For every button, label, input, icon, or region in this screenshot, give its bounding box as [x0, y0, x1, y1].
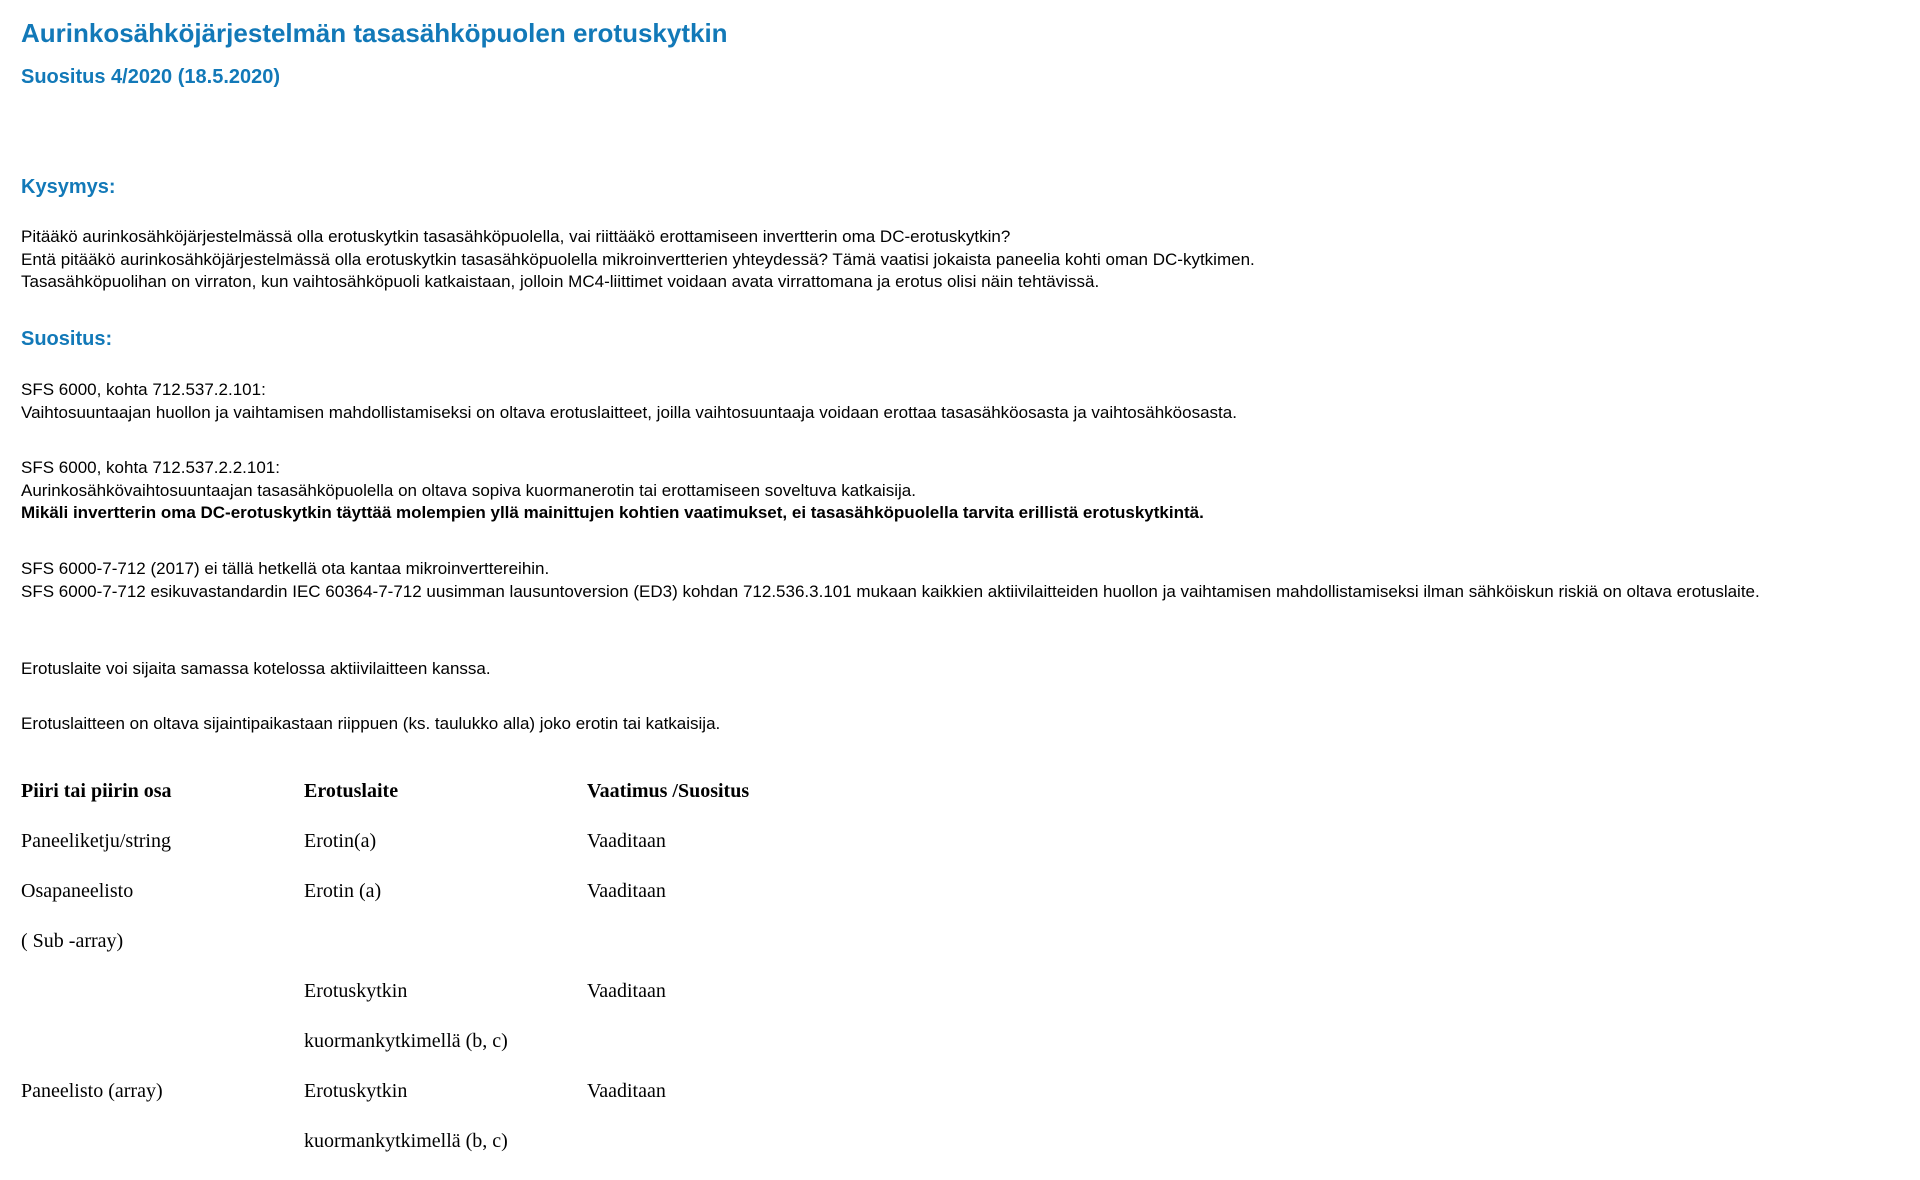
- recommendation-paragraph-2: [21, 457, 1916, 525]
- question-heading: Kysymys:: [21, 176, 116, 198]
- paragraph-line: Erotuslaitteen on oltava sijaintipaikastaan riippuen (ks. taulukko alla) joko erotin tai katkaisija.: [21, 714, 721, 733]
- table-cell: Paneeliketju/string: [21, 830, 171, 852]
- page-subtitle: Suositus 4/2020 (18.5.2020): [21, 66, 281, 88]
- recommendation-paragraph-5: [21, 713, 1916, 736]
- table-cell: Paneelisto (array): [21, 1080, 163, 1102]
- paragraph-line: SFS 6000, kohta 712.537.2.101:: [21, 380, 266, 399]
- page-title: Aurinkosähköjärjestelmän tasasähköpuolen erotuskytkin: [21, 18, 728, 48]
- table-cell: Vaaditaan: [587, 980, 666, 1002]
- paragraph-line: SFS 6000, kohta 712.537.2.2.101:: [21, 458, 280, 477]
- question-line: Entä pitääkö aurinkosähköjärjestelmässä olla erotuskytkin tasasähköpuolella mikroinvertterien yhteydessä? Tämä vaatisi jokaista paneelia kohti oman DC-kytkimen.: [21, 249, 1255, 269]
- table-cell: kuormankytkimellä (b, c): [304, 1030, 508, 1052]
- table-cell: Vaaditaan: [587, 880, 666, 902]
- table-cell: Erotin(a): [304, 830, 377, 852]
- paragraph-line: Erotuslaite voi sijaita samassa kotelossa aktiivilaitteen kanssa.: [21, 659, 491, 678]
- table-cell: Vaaditaan: [587, 1080, 666, 1102]
- table-cell: Erotin (a): [304, 880, 382, 902]
- table-header-cell: Piiri tai piirin osa: [21, 780, 172, 802]
- table-cell: Erotuskytkin: [304, 1080, 408, 1102]
- recommendation-paragraph-1: [21, 379, 1916, 424]
- table-cell: Osapaneelisto: [21, 880, 134, 902]
- recommendation-heading: Suositus:: [21, 328, 113, 350]
- paragraph-line: SFS 6000-7-712 esikuvastandardin IEC 60364-7-712 uusimman lausuntoversion (ED3) kohdan 712.536.3.101 mukaan kaikkien aktiivilaitteiden huollon ja vaihtamisen mahdollistamiseksi ilman sähköiskun riskiä on oltava erotuslaite.: [21, 581, 1760, 601]
- table-cell: kuormankytkimellä (b, c): [304, 1130, 508, 1152]
- paragraph-line: SFS 6000-7-712 (2017) ei tällä hetkellä ota kantaa mikroinverttereihin.: [21, 559, 550, 578]
- paragraph-line: Aurinkosähkövaihtosuuntaajan tasasähköpuolella on oltava sopiva kuormanerotin tai erottamiseen soveltuva katkaisija.: [21, 480, 916, 500]
- table-cell: Vaaditaan: [587, 830, 666, 852]
- recommendation-paragraph-3: [21, 558, 1916, 603]
- question-line: Pitääkö aurinkosähköjärjestelmässä olla erotuskytkin tasasähköpuolella, vai riittääkö erottamiseen invertterin oma DC-erotuskytkin?: [21, 227, 1011, 246]
- paragraph-bold-line: Mikäli invertterin oma DC-erotuskytkin täyttää molempien yllä mainittujen kohtien vaatimukset, ei tasasähköpuolella tarvita erillistä erotuskytkintä.: [21, 503, 1204, 522]
- paragraph-line: Vaihtosuuntaajan huollon ja vaihtamisen mahdollistamiseksi on oltava erotuslaitteet, joilla vaihtosuuntaaja voidaan erottaa tasasähköosasta ja vaihtosähköosasta.: [21, 402, 1237, 422]
- table-cell: ( Sub -array): [21, 930, 124, 952]
- question-text: [21, 226, 1916, 294]
- table-cell: Erotuskytkin: [304, 980, 408, 1002]
- question-line: Tasasähköpuolihan on virraton, kun vaihtosähköpuoli katkaistaan, jolloin MC4-liittimet voidaan avata virrattomana ja erotus olisi näin tehtävissä.: [21, 272, 1100, 291]
- table-header-cell: Vaatimus /Suositus: [587, 780, 750, 802]
- recommendation-paragraph-4: [21, 658, 1916, 681]
- table-header-cell: Erotuslaite: [304, 780, 399, 802]
